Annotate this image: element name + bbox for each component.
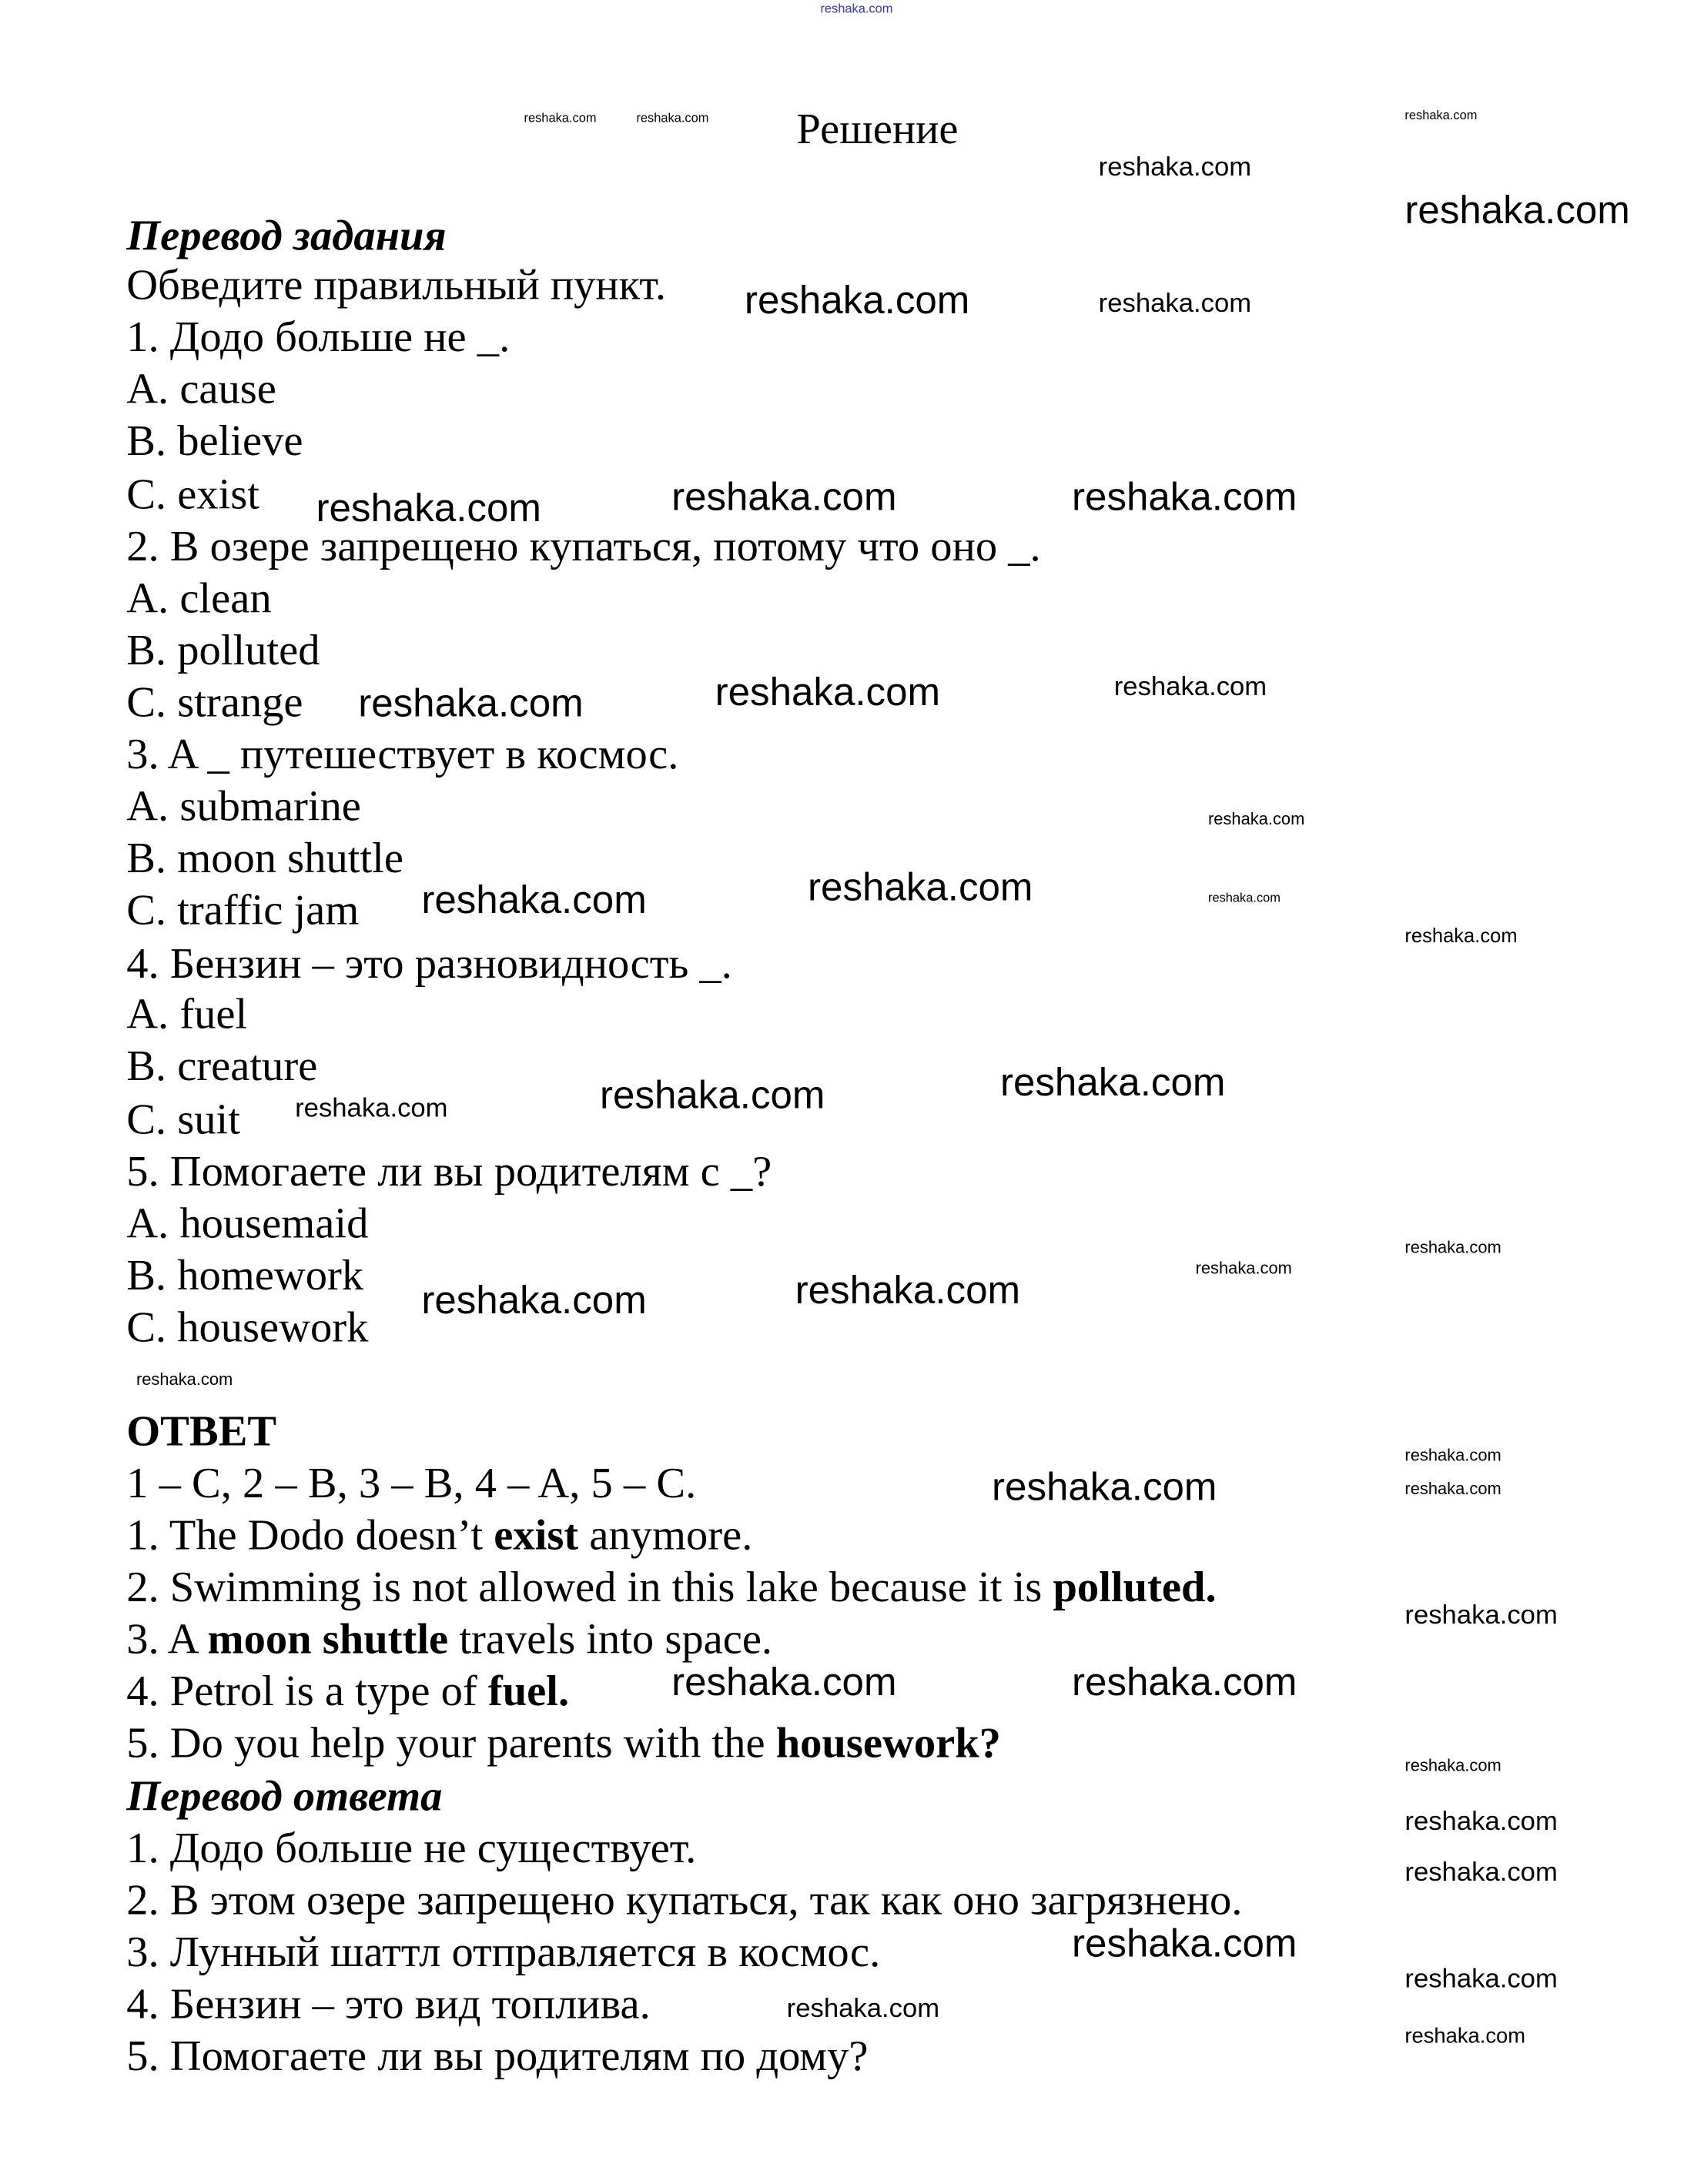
- option: C. strange: [126, 677, 303, 727]
- watermark: reshaka.com: [1404, 1858, 1558, 1888]
- watermark: reshaka.com: [1404, 1600, 1558, 1631]
- watermark: reshaka.com: [1113, 672, 1267, 703]
- watermark: reshaka.com: [1404, 1445, 1501, 1465]
- text: 5. Do you help your parents with the: [126, 1717, 776, 1768]
- watermark: reshaka.com: [1098, 152, 1252, 183]
- watermark: reshaka.com: [524, 111, 597, 125]
- option: B. believe: [126, 416, 303, 465]
- option: C. suit: [126, 1094, 240, 1144]
- option: B. polluted: [126, 624, 320, 674]
- watermark: reshaka.com: [1404, 2024, 1526, 2049]
- watermark: reshaka.com: [1404, 1755, 1501, 1776]
- answer-word: moon shuttle: [207, 1614, 449, 1664]
- watermark: reshaka.com: [1207, 890, 1281, 905]
- answer-sentence: [126, 1614, 772, 1664]
- text: 1. The Dodo doesn’t: [126, 1510, 494, 1560]
- answer-word: exist: [494, 1510, 579, 1560]
- watermark: reshaka.com: [992, 1464, 1217, 1509]
- watermark: reshaka.com: [136, 1369, 233, 1390]
- option: A. clean: [126, 573, 272, 623]
- option: C. housework: [126, 1302, 369, 1352]
- watermark: reshaka.com: [715, 670, 941, 714]
- watermark: reshaka.com: [636, 111, 709, 125]
- option: A. housemaid: [126, 1198, 369, 1248]
- answer-word: housework?: [775, 1717, 1001, 1768]
- watermark: reshaka.com: [744, 278, 970, 322]
- option: B. creature: [126, 1040, 318, 1090]
- translation: 1. Додо больше не существует.: [126, 1823, 697, 1872]
- option: B. moon shuttle: [126, 832, 403, 882]
- option: C. traffic jam: [126, 885, 360, 935]
- watermark: reshaka.com: [600, 1072, 825, 1117]
- translation: 3. Лунный шаттл отправляется в космос.: [126, 1927, 881, 1976]
- answer-word: polluted.: [1053, 1561, 1217, 1611]
- watermark: reshaka.com: [1404, 108, 1478, 122]
- answer-word: fuel.: [487, 1665, 570, 1715]
- answer-sentence: [126, 1562, 1216, 1613]
- text: anymore.: [578, 1510, 753, 1560]
- watermark: reshaka.com: [421, 878, 647, 921]
- page-title: Решение: [796, 104, 959, 153]
- answer-sentence: [126, 1510, 752, 1560]
- answer-sentence: [126, 1666, 569, 1717]
- translation: 5. Помогаете ли вы родителям по дому?: [126, 2031, 869, 2080]
- text: 3. A: [126, 1614, 208, 1664]
- watermark: reshaka.com: [999, 1060, 1226, 1104]
- watermark-link[interactable]: reshaka.com: [820, 1, 893, 16]
- option: B. homework: [126, 1249, 364, 1299]
- question: 3. A _ путешествует в космос.: [126, 728, 679, 778]
- translation: 2. В этом озере запрещено купаться, так как оно загрязнено.: [126, 1875, 1243, 1925]
- watermark: reshaka.com: [1404, 1237, 1501, 1257]
- option: A. submarine: [126, 781, 361, 831]
- option: C. exist: [126, 469, 260, 519]
- text: 2. Swimming is not allowed in this lake because it is: [126, 1561, 1053, 1611]
- question: 2. В озере запрещено купаться, потому что оно _.: [126, 520, 1041, 570]
- text: travels into space.: [448, 1614, 773, 1664]
- watermark: reshaka.com: [295, 1094, 448, 1124]
- watermark: reshaka.com: [808, 865, 1033, 909]
- question: 4. Бензин – это разновидность _.: [126, 938, 732, 988]
- watermark: reshaka.com: [786, 1994, 940, 2024]
- question: 5. Помогаете ли вы родителям с _?: [126, 1146, 772, 1196]
- watermark: reshaka.com: [795, 1268, 1021, 1312]
- translation-heading: Перевод ответа: [126, 1771, 443, 1821]
- watermark: reshaka.com: [671, 1660, 897, 1704]
- answer-key: 1 – C, 2 – B, 3 – B, 4 – A, 5 – C.: [126, 1457, 697, 1507]
- translation: 4. Бензин – это вид топлива.: [126, 1978, 651, 2028]
- answer-sentence: [126, 1717, 1001, 1768]
- watermark: reshaka.com: [1404, 1808, 1558, 1838]
- text: 4. Petrol is a type of: [126, 1665, 488, 1715]
- watermark: reshaka.com: [671, 474, 897, 519]
- watermark: reshaka.com: [1072, 474, 1297, 519]
- watermark: reshaka.com: [358, 681, 584, 725]
- option: A. cause: [126, 363, 276, 413]
- watermark: reshaka.com: [1098, 289, 1252, 319]
- watermark: reshaka.com: [1404, 188, 1630, 232]
- watermark: reshaka.com: [1072, 1921, 1297, 1965]
- watermark: reshaka.com: [1195, 1258, 1292, 1279]
- watermark: reshaka.com: [1404, 1965, 1558, 1995]
- watermark: reshaka.com: [421, 1278, 647, 1322]
- watermark: reshaka.com: [1072, 1660, 1297, 1704]
- option: A. fuel: [126, 988, 248, 1038]
- instruction: Обведите правильный пункт.: [126, 259, 666, 309]
- answer-heading: ОТВЕТ: [126, 1406, 277, 1456]
- watermark: reshaka.com: [316, 486, 541, 530]
- question: 1. Додо больше не _.: [126, 312, 511, 361]
- watermark: reshaka.com: [1404, 924, 1518, 947]
- watermark: reshaka.com: [1404, 1479, 1501, 1499]
- watermark: reshaka.com: [1207, 808, 1305, 829]
- task-heading: Перевод задания: [126, 210, 447, 260]
